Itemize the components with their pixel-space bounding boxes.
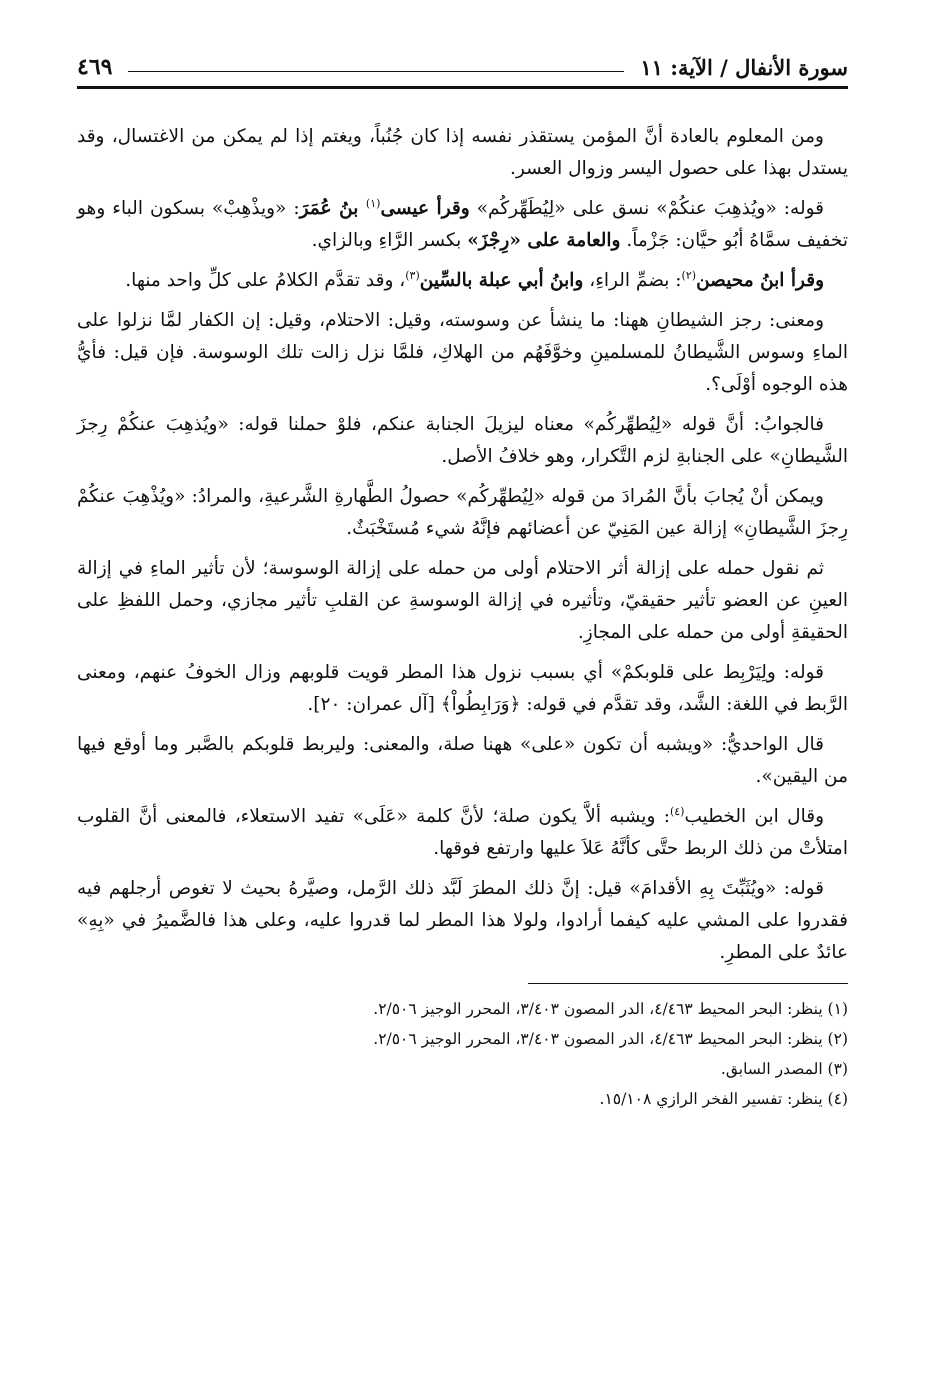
footnote-marker: (١) — [365, 196, 381, 210]
text-segment: وقرأ عيسى — [380, 198, 470, 219]
footnote: (٢) ينظر: البحر المحيط ٤/٤٦٣، الدر المصون ٣/٤٠٣، المحرر الوجيز ٢/٥٠٦. — [373, 1030, 848, 1048]
running-title: سورة الأنفال / الآية: ١١ — [640, 55, 848, 80]
paragraph — [77, 193, 848, 257]
text-segment: والعامة على «رِجْزَ» — [467, 230, 621, 251]
footnote-marker: (٢) — [681, 268, 697, 282]
footnote: (٣) المصدر السابق. — [720, 1060, 848, 1078]
text-segment: قوله: «ويُذهِبَ عنكُمْ» نسق على «لِيُطَهِّركُم» — [469, 198, 824, 219]
footnote: (١) ينظر: البحر المحيط ٤/٤٦٣، الدر المصون ٣/٤٠٣، المحرر الوجيز ٢/٥٠٦. — [373, 1000, 848, 1018]
text-segment: وابنُ أبي عبلة بالسِّين — [419, 270, 584, 291]
footnotes — [77, 994, 848, 1114]
footnote-marker: (٤) — [669, 804, 685, 818]
footnote-separator — [528, 983, 848, 984]
main-text — [77, 89, 848, 969]
paragraph — [77, 801, 848, 865]
page-header — [77, 40, 848, 89]
text-segment: : «ويذْهِبْ» بسكون الباء وهو تخفيف سمَّاهُ أبُو حيَّان: جَزْماً. — [77, 198, 848, 251]
text-segment: بنُ عُمَرَ — [299, 198, 366, 219]
paragraph — [77, 729, 848, 793]
paragraph — [77, 553, 848, 649]
paragraph — [77, 481, 848, 545]
paragraph — [77, 657, 848, 721]
text-segment: وقال ابن الخطيب — [684, 806, 825, 827]
text-segment: قال الواحديُّ: «ويشبه أن تكون «على» ههنا صلة، والمعنى: وليربط قلوبكم بالصَّبر وما أوقع فيها من اليقين». — [77, 734, 848, 787]
text-segment: ومن المعلوم بالعادة أنَّ المؤمن يستقذر نفسه إذا كان جُنُباً، ويغتم إذا لم يمكن من الاغتسال، وقد يستدل بهذا على حصول اليسر وزوال العسر. — [77, 126, 848, 179]
paragraph — [77, 121, 848, 185]
paragraph — [77, 409, 848, 473]
text-segment: : بضمِّ الراءِ، — [583, 270, 682, 291]
header-rule — [128, 71, 624, 72]
footnote: (٤) ينظر: تفسير الفخر الرازي ١٥/١٠٨. — [599, 1090, 848, 1108]
text-segment: وقرأ ابنُ محيصن — [696, 270, 824, 291]
text-segment: ويمكن أنْ يُجابَ بأنَّ المُرادَ من قوله «لِيُطهِّركُم» حصولُ الطَّهارةِ الشَّرعيةِ، والمرادُ: «ويُذْهِبَ عنكُمْ رِجزَ الشَّيطانِ» إزالة عين المَنِيّ عن أعضائهم فإنَّهُ شيء مُستَخْبَثٌ. — [77, 486, 848, 539]
page-number: ٤٦٩ — [77, 54, 113, 80]
paragraph — [77, 873, 848, 969]
text-segment: : ويشبه ألاَّ يكون صلة؛ لأنَّ كلمة «عَلَى» تفيد الاستعلاء، فالمعنى أنَّ القلوب امتلأتْ من ذلك الربط حتَّى كأنَّهُ عَلاَ عليها وارتفع فوقها. — [77, 806, 848, 859]
footnote-marker: (٣) — [405, 268, 420, 282]
paragraph — [77, 265, 848, 297]
text-segment: ثم نقول حمله على إزالة أثر الاحتلام أولى من حمله على إزالة الوسوسة؛ لأن تأثير الماءِ في إزالة العينِ عن العضو تأثير حقيقيّ، وتأثيره في إزالة الوسوسةِ عن القلبِ تأثير مجازي، وحمل اللفظِ على الحقيقةِ أولى من حمله على المجازِ. — [77, 558, 848, 643]
text-segment: ومعنى: رجز الشيطانِ ههنا: ما ينشأ عن وسوسته، وقيل: الاحتلام، وقيل: إن الكفار لمَّا نزلوا على الماءِ وسوس الشَّيطانُ للمسلمينِ وخوَّفَهُم من الهلاكِ، فلمَّا نزل زالت تلك الوسوسة. فإن قيل: فأيُّ هذه الوجوه أوْلَى؟. — [77, 310, 848, 395]
text-segment: فالجوابُ: أنَّ قوله «لِيُطهِّركُم» معناه ليزيلَ الجنابة عنكم، فلوْ حملنا قوله: «ويُذهِبَ عنكُمْ رِجزَ الشَّيطانِ» على الجنابةِ لزم التَّكرار، وهو خلافُ الأصل. — [77, 414, 848, 467]
text-segment: ، وقد تقدَّم الكلامُ على كلِّ واحد منها. — [125, 270, 406, 291]
text-segment: قوله: «ويُثَبِّتَ بِهِ الأقدامَ» قيل: إنَّ ذلك المطرَ لَبَّد ذلك الرَّمل، وصيَّرهُ بحيث لا تغوص أرجلهم فيه فقدروا على المشي عليه كيفما أرادوا، ولولا هذا المطر لما قدروا عليه، وعلى هذا فالضَّميرُ في «بِهِ» عائدٌ على المطرِ. — [77, 878, 848, 963]
paragraph — [77, 305, 848, 401]
text-segment: قوله: ولِيَرْبِط على قلوبكمْ» أي بسبب نزول هذا المطر قويت قلوبهم وزال الخوفُ عنهم، ومعنى الرَّبط في اللغة: الشَّد، وقد تقدَّم في قوله: ﴿وَرَابِطُواْ﴾ [آل عمران: ٢٠]. — [77, 662, 848, 715]
text-segment: بكسر الرَّاءِ وبالزاي. — [311, 230, 468, 251]
